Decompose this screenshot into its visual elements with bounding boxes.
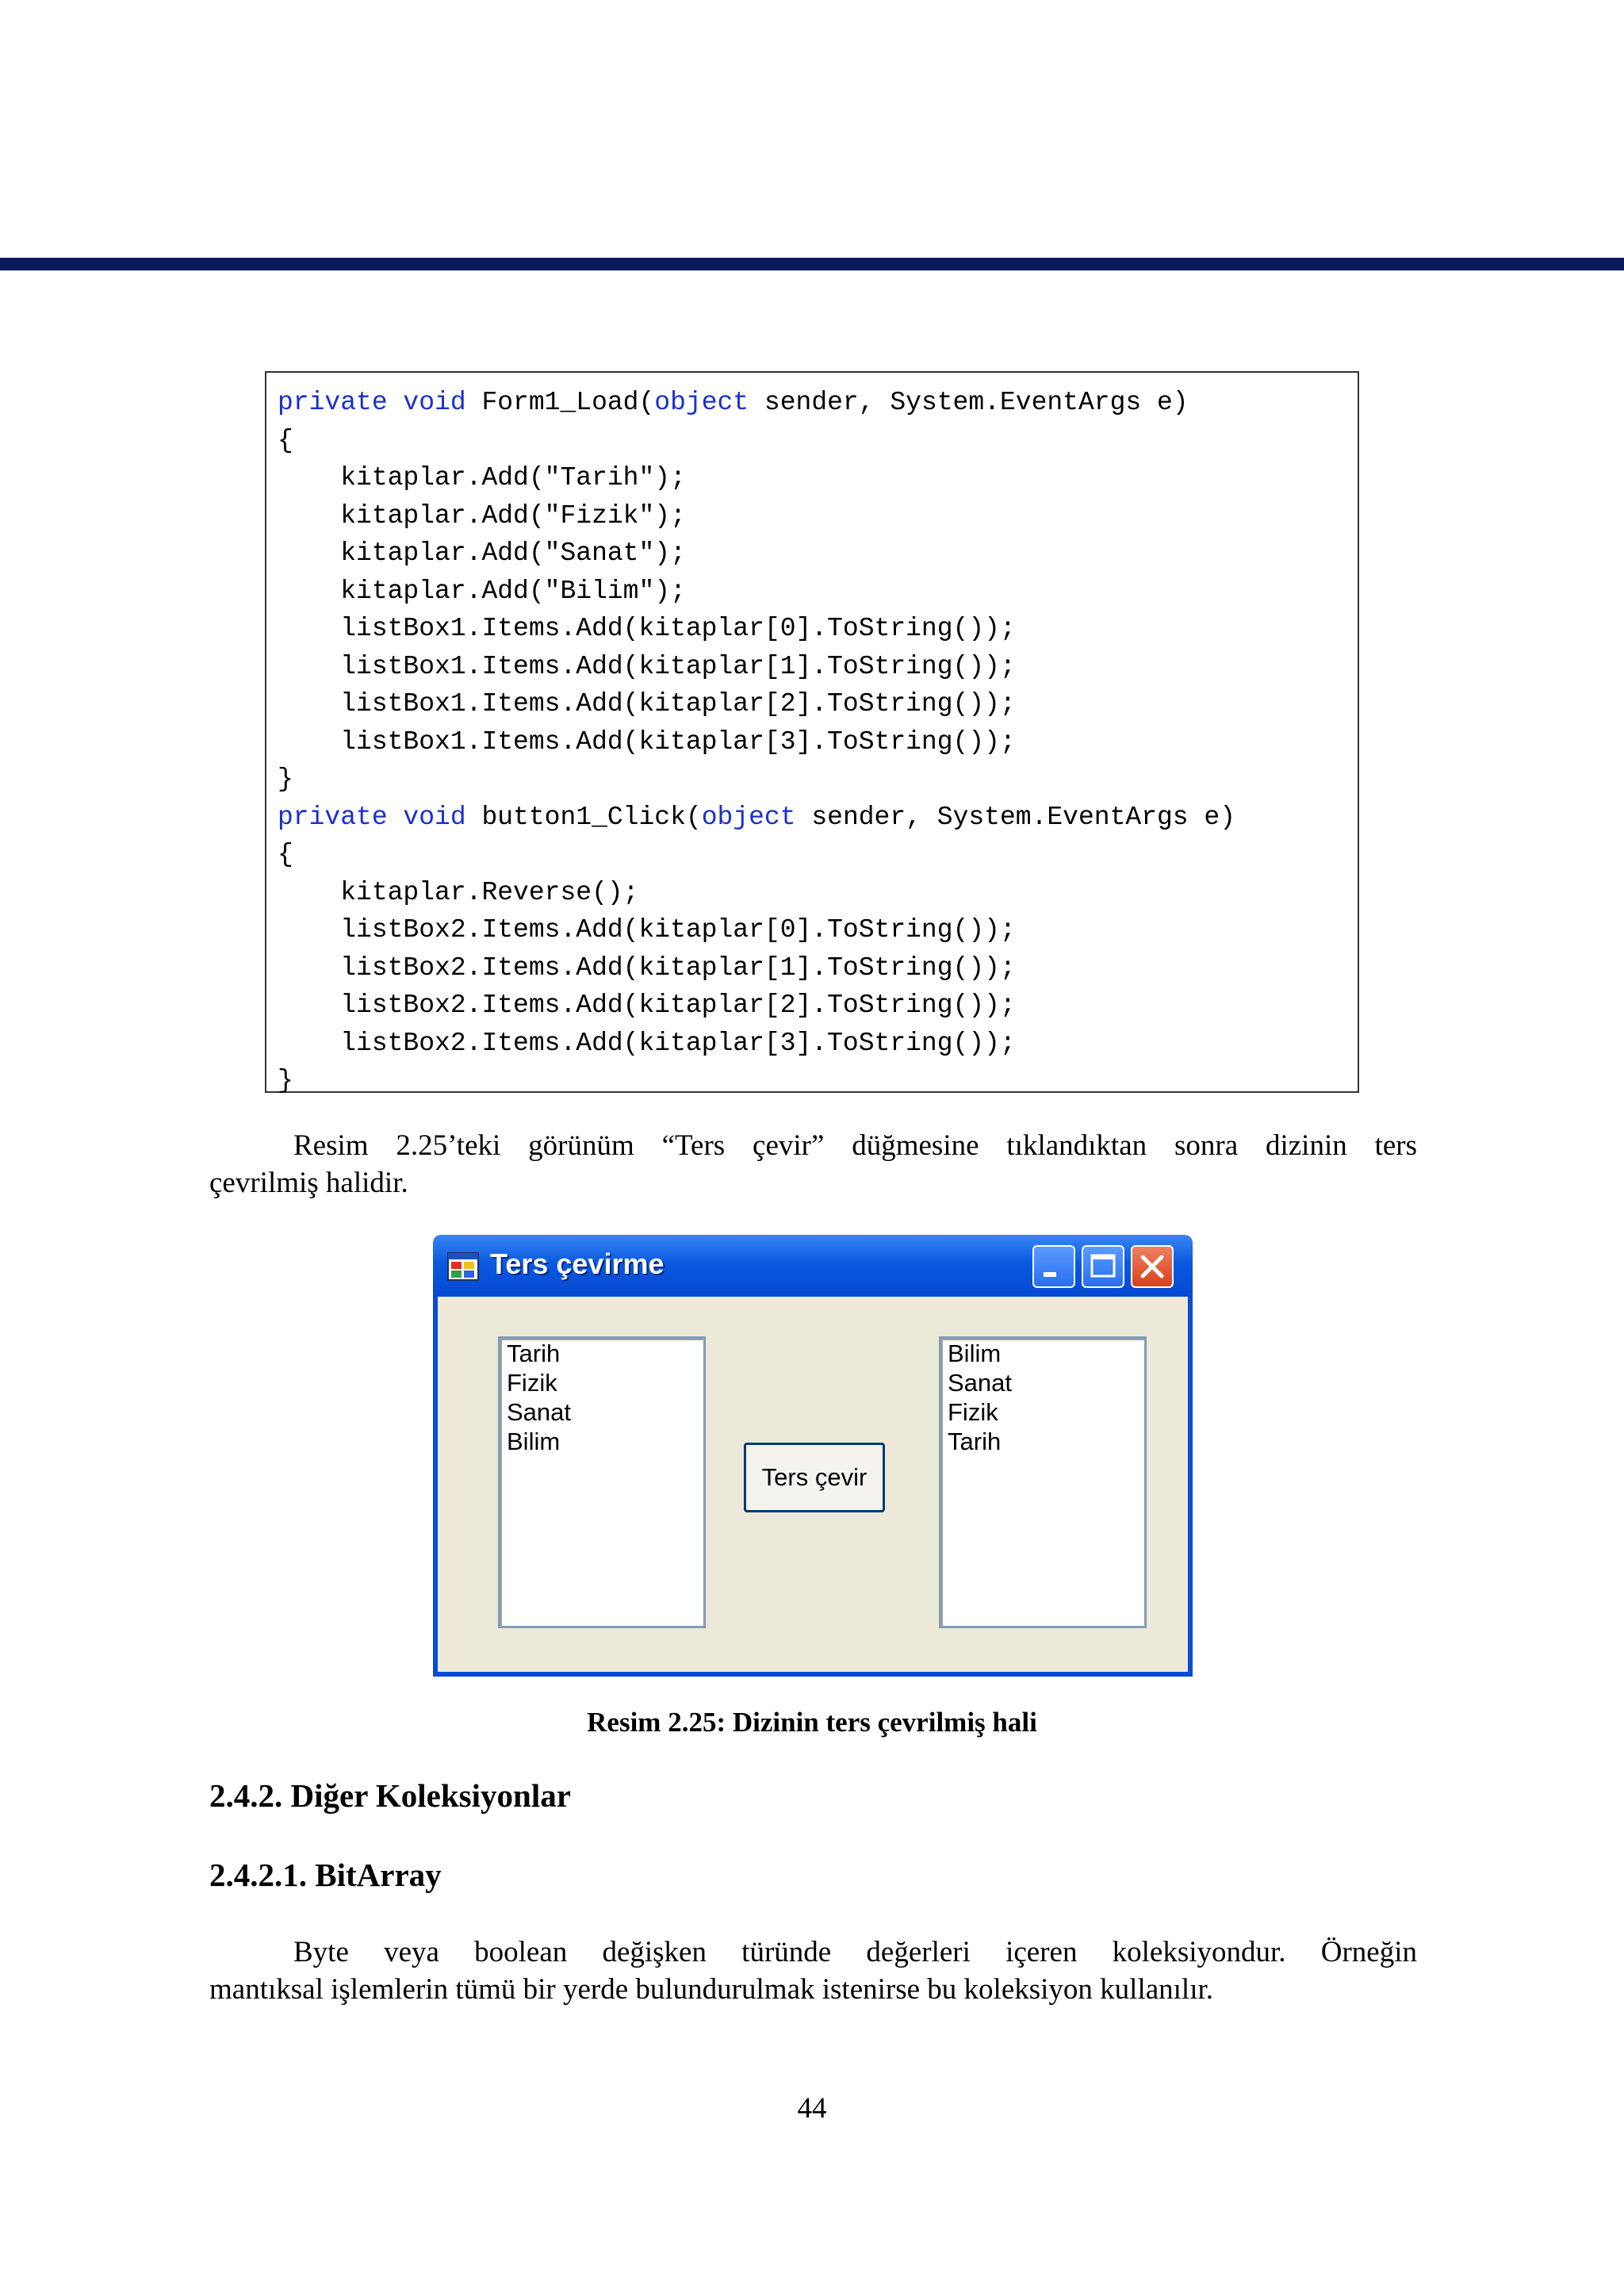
code-text: sender, System.EventArgs e) [749, 388, 1189, 417]
code-text: listBox2.Items.Add(kitaplar[0].ToString()); [278, 915, 1016, 945]
code-text: { [278, 840, 293, 869]
listbox2-item[interactable]: Tarih [948, 1428, 1002, 1455]
code-line [278, 761, 293, 798]
paragraph-intro [209, 1127, 1417, 1202]
code-line [278, 723, 1016, 761]
code-text: listBox1.Items.Add(kitaplar[2].ToString()); [278, 689, 1016, 719]
code-keyword: private void [278, 802, 466, 832]
listbox1[interactable] [498, 1336, 706, 1628]
code-text: listBox1.Items.Add(kitaplar[3].ToString()); [278, 726, 1016, 757]
paragraph-bitarray-line-2: mantıksal işlemlerin tümü bir yerde bulundurulmak istenirse bu koleksiyon kullanılır. [209, 1973, 1214, 2006]
code-line [278, 648, 1016, 685]
paragraph-intro-line-2: çevrilmiş halidir. [209, 1167, 408, 1199]
code-text: } [278, 1066, 293, 1095]
code-line [278, 1025, 1016, 1062]
code-text: kitaplar.Reverse(); [278, 877, 639, 907]
window-client-area [438, 1297, 1188, 1672]
code-keyword: object [701, 802, 796, 832]
code-line [278, 610, 1016, 647]
close-icon [1132, 1247, 1172, 1286]
code-text: kitaplar.Add("Sanat"); [278, 539, 686, 568]
listbox1-item[interactable]: Fizik [507, 1369, 557, 1397]
code-line [278, 1062, 293, 1099]
code-keyword: object [654, 388, 749, 417]
code-text: kitaplar.Add("Tarih"); [278, 463, 686, 493]
page-number: 44 [797, 2092, 827, 2125]
code-text: listBox2.Items.Add(kitaplar[1].ToString()); [278, 952, 1016, 983]
code-line [278, 422, 293, 459]
code-line [278, 535, 686, 572]
minimize-icon [1034, 1247, 1074, 1286]
code-text: sender, System.EventArgs e) [795, 802, 1236, 832]
ters-cevir-button[interactable]: Ters çevir [744, 1443, 885, 1512]
section-heading: 2.4.2. Diğer Koleksiyonlar [209, 1777, 571, 1814]
app-icon [447, 1252, 479, 1281]
window-title: Ters çevirme [490, 1248, 665, 1280]
close-button[interactable] [1131, 1245, 1174, 1288]
code-line [278, 497, 686, 535]
minimize-button[interactable] [1032, 1245, 1075, 1288]
code-line [278, 836, 293, 873]
code-text: Form1_Load( [465, 388, 655, 417]
code-block [265, 371, 1359, 1093]
code-text: } [278, 765, 293, 794]
code-line [278, 874, 638, 911]
code-text: listBox2.Items.Add(kitaplar[3].ToString()); [278, 1028, 1016, 1058]
code-line [278, 799, 1235, 836]
code-text: listBox2.Items.Add(kitaplar[2].ToString()); [278, 991, 1016, 1020]
listbox2-item[interactable]: Fizik [948, 1398, 998, 1426]
subsection-heading: 2.4.2.1. BitArray [209, 1857, 442, 1893]
ters-cevirme-window [433, 1235, 1193, 1677]
code-line [278, 384, 1189, 421]
paragraph-bitarray-line-1: Byte veya boolean değişken türünde değerleri içeren koleksiyondur. Örneğin [293, 1936, 1417, 1968]
listbox1-item[interactable]: Sanat [507, 1398, 572, 1426]
code-text: kitaplar.Add("Bilim"); [278, 576, 686, 606]
paragraph-bitarray [209, 1934, 1417, 2008]
code-line [278, 573, 686, 610]
code-line [278, 459, 686, 496]
maximize-button[interactable] [1082, 1245, 1124, 1288]
listbox2[interactable] [939, 1336, 1147, 1628]
listbox1-item[interactable]: Tarih [507, 1340, 561, 1367]
code-text: kitaplar.Add("Fizik"); [278, 500, 686, 531]
code-line [278, 685, 1016, 722]
code-keyword: private void [278, 388, 466, 417]
maximize-icon [1083, 1247, 1123, 1286]
code-text: listBox1.Items.Add(kitaplar[1].ToString()); [278, 651, 1016, 681]
listbox2-item[interactable]: Sanat [948, 1369, 1013, 1397]
code-text: button1_Click( [465, 802, 702, 832]
code-text: { [278, 425, 293, 455]
window-titlebar[interactable] [433, 1235, 1193, 1297]
code-line [278, 949, 1016, 987]
code-line [278, 987, 1016, 1024]
code-line [278, 911, 1016, 949]
listbox2-item[interactable]: Bilim [948, 1340, 1002, 1367]
listbox1-item[interactable]: Bilim [507, 1428, 561, 1455]
code-text: listBox1.Items.Add(kitaplar[0].ToString()); [278, 614, 1016, 643]
header-rule [0, 258, 1624, 270]
paragraph-intro-line-1: Resim 2.25’teki görünüm “Ters çevir” düğmesine tıklandıktan sonra dizinin ters [293, 1129, 1417, 1162]
figure-caption: Resim 2.25: Dizinin ters çevrilmiş hali [587, 1707, 1037, 1738]
